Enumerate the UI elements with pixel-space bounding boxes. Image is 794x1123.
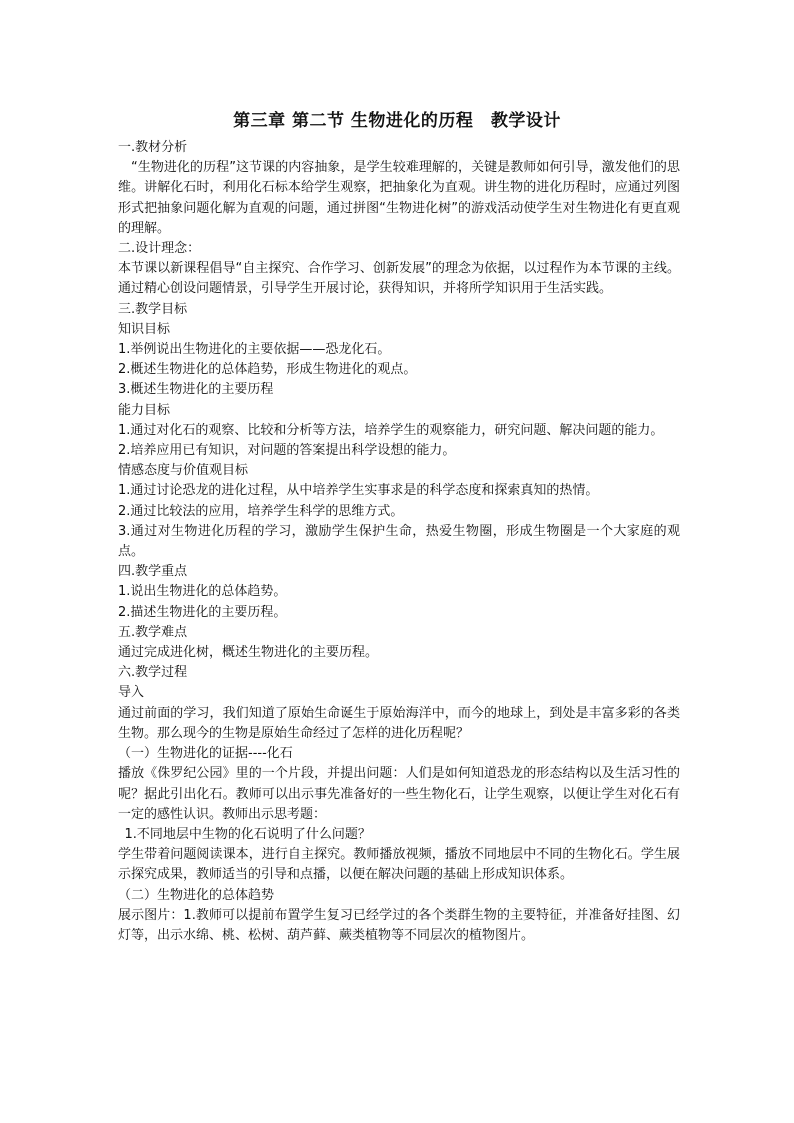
subheading-overall-trend: （二）生物进化的总体趋势	[118, 887, 275, 903]
list-item: 2.培养应用已有知识，对问题的答案提出科学设想的能力。	[118, 443, 456, 459]
paragraph-introduction: 通过前面的学习，我们知道了原始生命诞生于原始海洋中，而今的地球上，到处是丰富多彩的各类生物。那么现今的生物是原始生命经过了怎样的进化历程呢？	[118, 705, 680, 741]
list-item: 1.举例说出生物进化的主要依据——恐龙化石。	[118, 342, 391, 358]
heading-key-points: 四.教学重点	[118, 564, 188, 580]
list-item: 3.概述生物进化的主要历程	[118, 382, 274, 398]
list-item: 2.通过比较法的应用，培养学生科学的思维方式。	[118, 503, 404, 519]
heading-difficulties: 五.教学难点	[118, 624, 188, 640]
list-item: 1.说出生物进化的总体趋势。	[118, 584, 287, 600]
document-body	[118, 138, 680, 946]
paragraph-difficulties: 通过完成进化树，概述生物进化的主要历程。	[118, 645, 379, 661]
list-item: 2.描述生物进化的主要历程。	[118, 604, 287, 620]
heading-textbook-analysis: 一.教材分析	[118, 140, 188, 155]
subheading-attitude-goals: 情感态度与价值观目标	[118, 463, 249, 479]
document-title: 第三章 第二节 生物进化的历程 教学设计	[233, 111, 561, 131]
heading-teaching-process: 六.教学过程	[118, 665, 188, 681]
list-item: 2.概述生物进化的总体趋势，形成生物进化的观点。	[118, 362, 417, 378]
list-item: 1.通过对化石的观察、比较和分析等方法，培养学生的观察能力，研究问题、解决问题的能力。	[118, 422, 664, 438]
heading-design-concept: 二.设计理念：	[118, 241, 201, 257]
heading-teaching-goals: 三.教学目标	[118, 301, 188, 317]
subheading-ability-goals: 能力目标	[118, 402, 171, 418]
paragraph-overall-trend: 展示图片：1.教师可以提前布置学生复习已经学过的各个类群生物的主要特征，并准备好挂图、幻灯等，出示水绵、桃、松树、葫芦藓、蕨类植物等不同层次的植物图片。	[118, 907, 680, 943]
subheading-introduction: 导入	[118, 685, 145, 701]
subheading-fossil-evidence: （一）生物进化的证据----化石	[118, 746, 293, 762]
list-item: 3.通过对生物进化历程的学习，激励学生保护生命，热爱生物圈，形成生物圈是一个大家庭的观点。	[118, 523, 680, 560]
list-item: 1.通过讨论恐龙的进化过程，从中培养学生实事求是的科学态度和探索真知的热情。	[118, 483, 599, 499]
paragraph-fossil-evidence: 播放《侏罗纪公园》里的一个片段，并提出问题：人们是如何知道恐龙的形态结构以及生活习性的呢？据此引出化石。教师可以出示事先准备好的一些生物化石，让学生观察，以便让学生对化石有一定的感性认识。教师出示思考题：	[118, 766, 680, 822]
paragraph-textbook-analysis: “生物进化的历程”这节课的内容抽象，是学生较难理解的，关键是教师如何引导，激发他们的思维。讲解化石时，利用化石标本给学生观察，把抽象化为直观。讲生物的进化历程时，应通过列图形式把抽象问题化解为直观的问题，通过拼图“生物进化树”的游戏活动使学生对生物进化有更直观的理解。	[118, 160, 680, 236]
subheading-knowledge-goals: 知识目标	[118, 321, 171, 337]
question-item: 1.不同地层中生物的化石说明了什么问题？	[124, 826, 371, 842]
paragraph-exploration: 学生带着问题阅读课本，进行自主探究。教师播放视频，播放不同地层中不同的生物化石。学生展示探究成果，教师适当的引导和点播，以便在解决问题的基础上形成知识体系。	[118, 847, 680, 883]
paragraph-design-concept: 本节课以新课程倡导“自主探究、合作学习、创新发展”的理念为依据，以过程作为本节课的主线。通过精心创设问题情景，引导学生开展讨论，获得知识，并将所学知识用于生活实践。	[118, 261, 680, 297]
